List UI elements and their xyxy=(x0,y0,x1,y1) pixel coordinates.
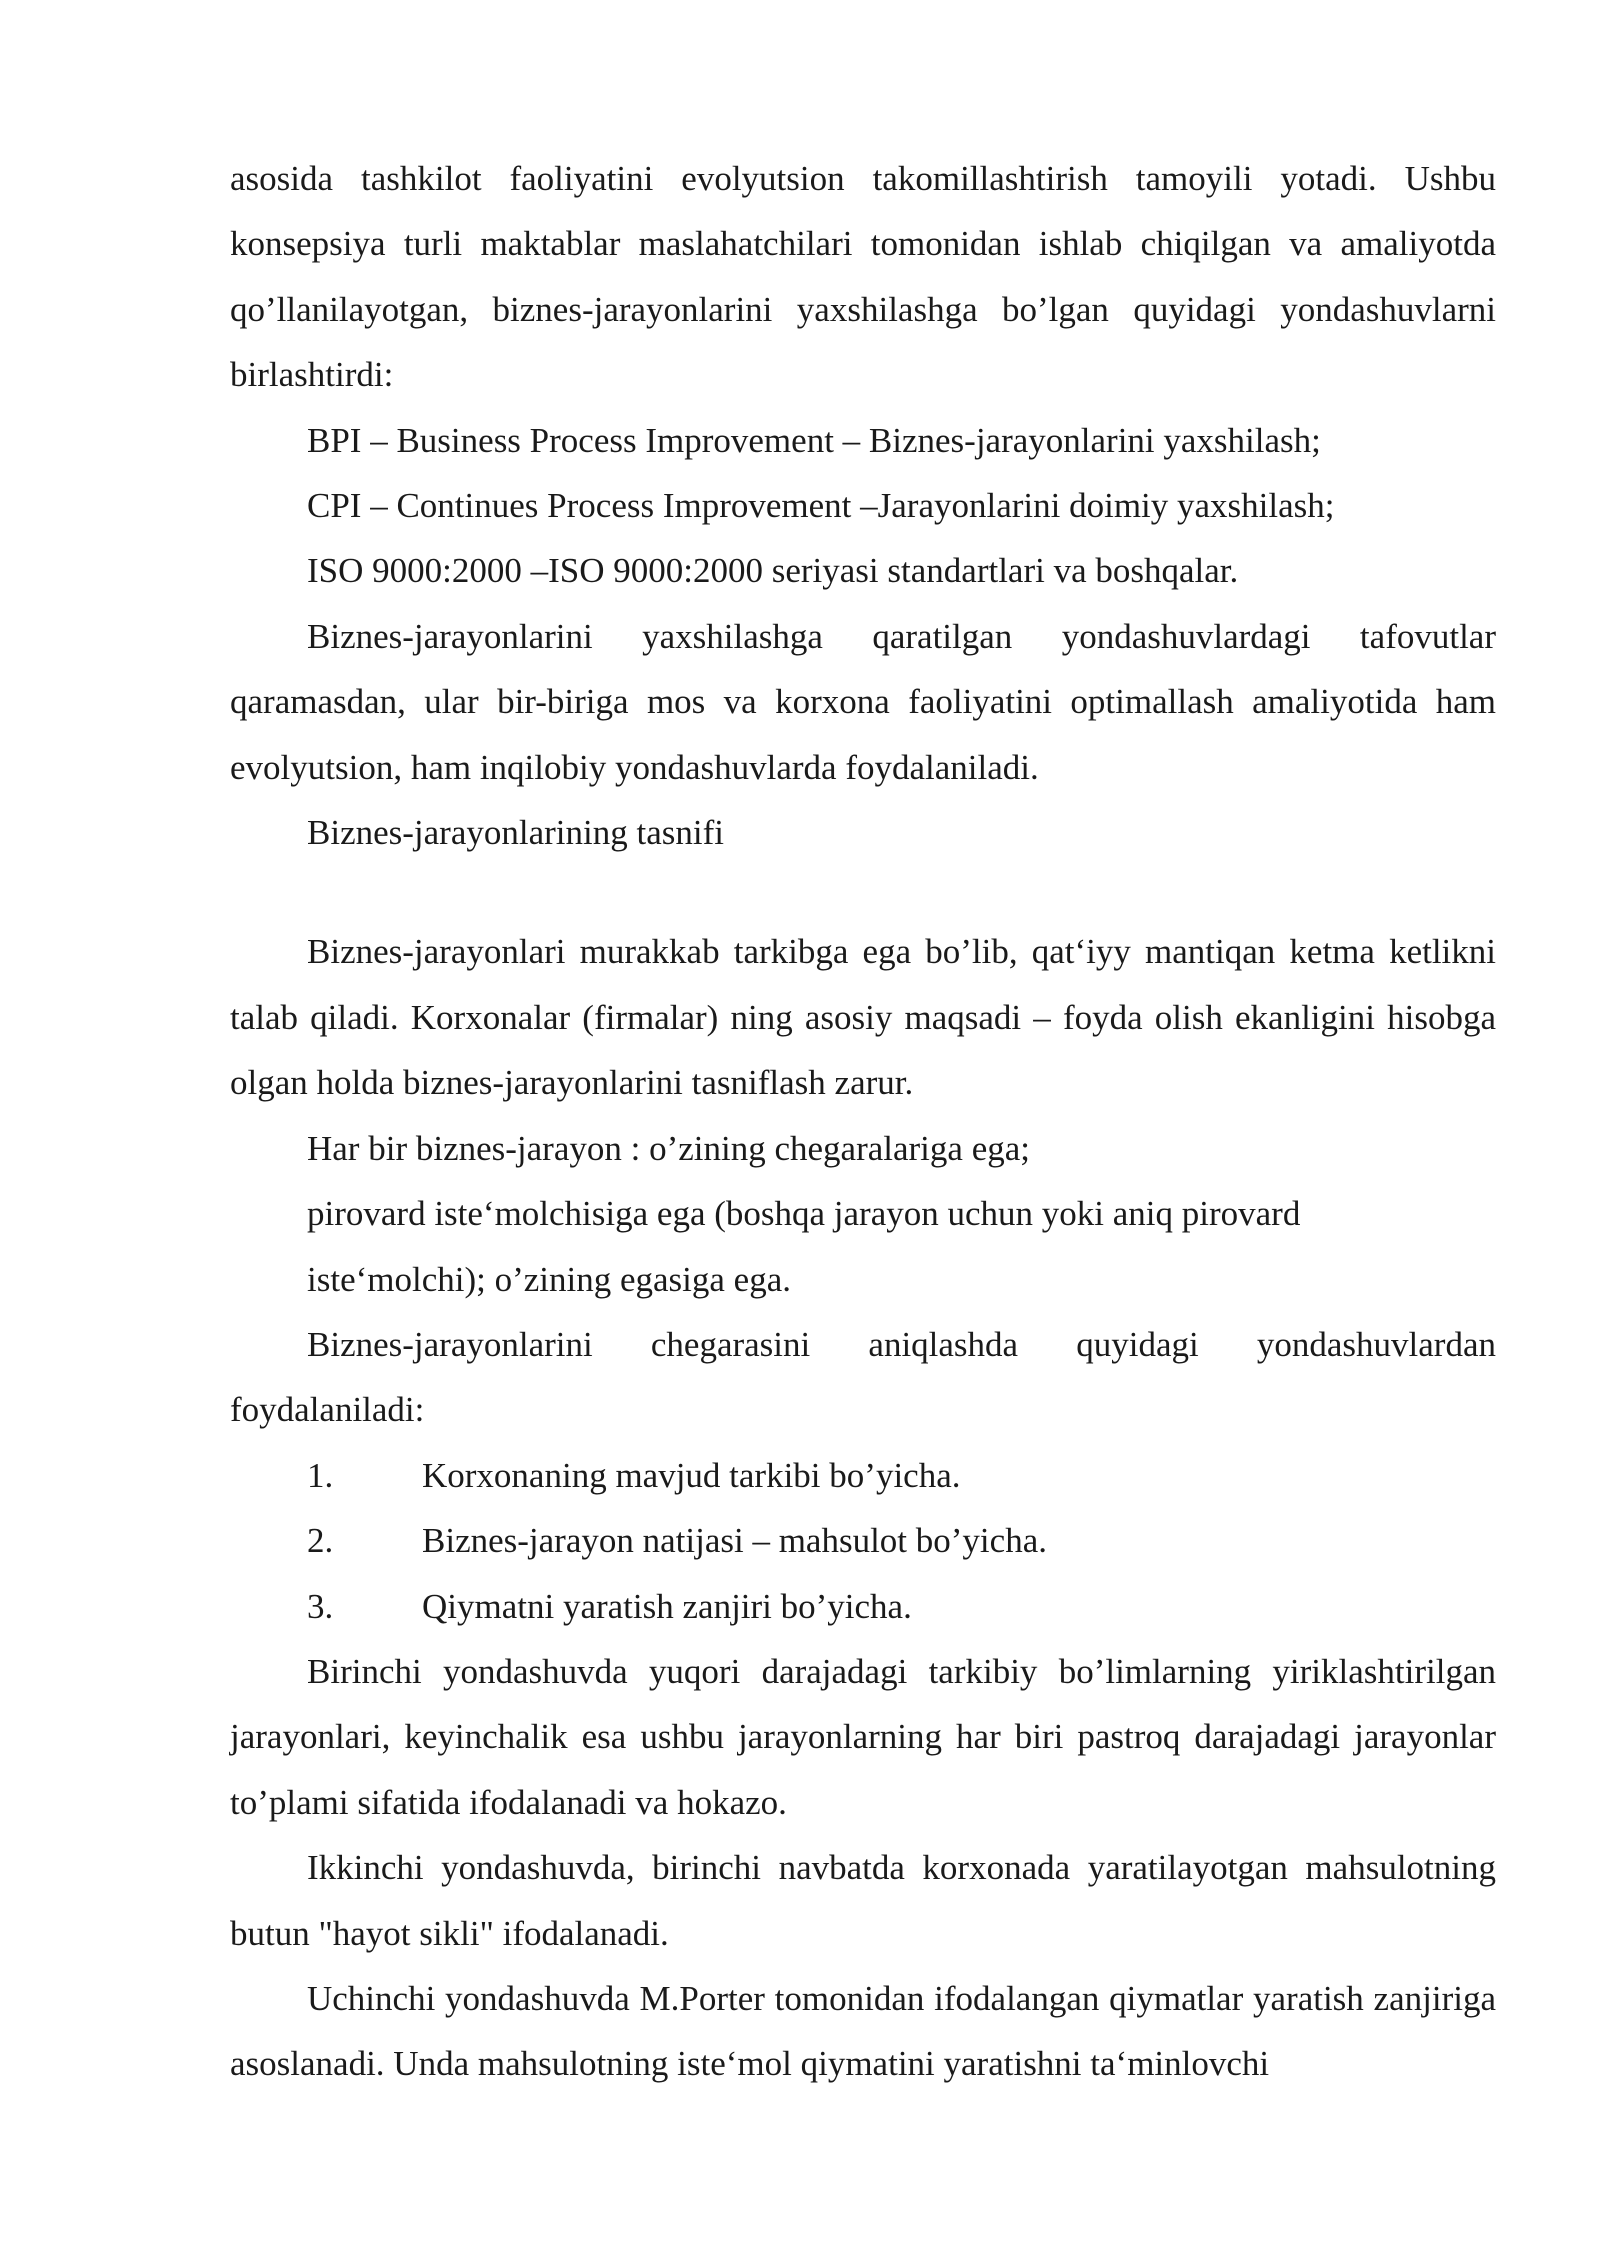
paragraph-intro: asosida tashkilot faoliyatini evolyutsion takomillashtirish tamoyili yotadi. Ushbu konsepsiya turli maktablar maslahatchilari tomonidan ishlab chiqilgan va amaliyotda qo’llanilayotgan, biznes-jarayonlarini yaxshilashga bo’lgan quyidagi yondashuvlarni birlashtirdi: xyxy=(230,159,1496,395)
paragraph-approaches: Biznes-jarayonlarini yaxshilashga qaratilgan yondashuvlardagi tafovutlar qaramasdan, ular bir-biriga mos va korxona faoliyatini optimallash amaliyotida ham evolyutsion, ham inqilobiy yondashuvlarda foydalaniladi. xyxy=(230,616,1496,787)
list-text: Biznes-jarayon natijasi – mahsulot bo’yicha. xyxy=(422,1521,1047,1561)
list-item xyxy=(230,1574,1496,1639)
paragraph-second-approach: Ikkinchi yondashuvda, birinchi navbatda korxonada yaratilayotgan mahsulotning butun "hayot sikli" ifodalanadi. xyxy=(230,1848,1496,1953)
list-text: Qiymatni yaratish zanjiri bo’yicha. xyxy=(422,1586,912,1626)
list-text: Korxonaning mavjud tarkibi bo’yicha. xyxy=(422,1455,961,1495)
list-number: 1. xyxy=(307,1455,334,1495)
paragraph-first-approach: Birinchi yondashuvda yuqori darajadagi tarkibiy bo’limlarning yiriklashtirilgan jarayonlari, keyinchalik esa ushbu jarayonlarning har biri pastroq darajadagi jarayonlar to’plami sifatida ifodalanadi va hokazo. xyxy=(230,1651,1496,1822)
paragraph-iso: ISO 9000:2000 –ISO 9000:2000 seriyasi standartlari va boshqalar. xyxy=(307,551,1239,591)
blank-gap xyxy=(230,865,1496,919)
list-item xyxy=(230,1443,1496,1508)
paragraph-boundaries: Biznes-jarayonlarini chegarasini aniqlashda quyidagi yondashuvlardan foydalaniladi: xyxy=(230,1324,1496,1430)
document-page xyxy=(230,146,1496,2097)
section-heading: Biznes-jarayonlarining tasnifi xyxy=(307,813,724,853)
paragraph-third-approach: Uchinchi yondashuvda M.Porter tomonidan ifodalangan qiymatlar yaratish zanjiriga asoslanadi. Unda mahsulotning iste‘mol qiymatini yaratishni ta‘minlovchi xyxy=(230,1978,1496,2084)
list-number: 2. xyxy=(307,1521,334,1561)
paragraph-owner: iste‘molchi); o’zining egasiga ega. xyxy=(307,1259,792,1299)
list-number: 3. xyxy=(307,1586,334,1626)
paragraph-consumer: pirovard iste‘molchisiga ega (boshqa jarayon uchun yoki aniq pirovard xyxy=(307,1194,1301,1234)
list-item xyxy=(230,1508,1496,1573)
paragraph-each-process: Har bir biznes-jarayon : o’zining chegaralariga ega; xyxy=(307,1128,1030,1168)
paragraph-cpi: CPI – Continues Process Improvement –Jarayonlarini doimiy yaxshilash; xyxy=(307,486,1335,526)
paragraph-structure: Biznes-jarayonlari murakkab tarkibga ega bo’lib, qat‘iyy mantiqan ketma ketlikni talab qiladi. Korxonalar (firmalar) ning asosiy maqsadi – foyda olish ekanligini hisobga olgan holda biznes-jarayonlarini tasniflash zarur. xyxy=(230,932,1496,1103)
paragraph-bpi: BPI – Business Process Improvement – Biznes-jarayonlarini yaxshilash; xyxy=(307,420,1321,460)
